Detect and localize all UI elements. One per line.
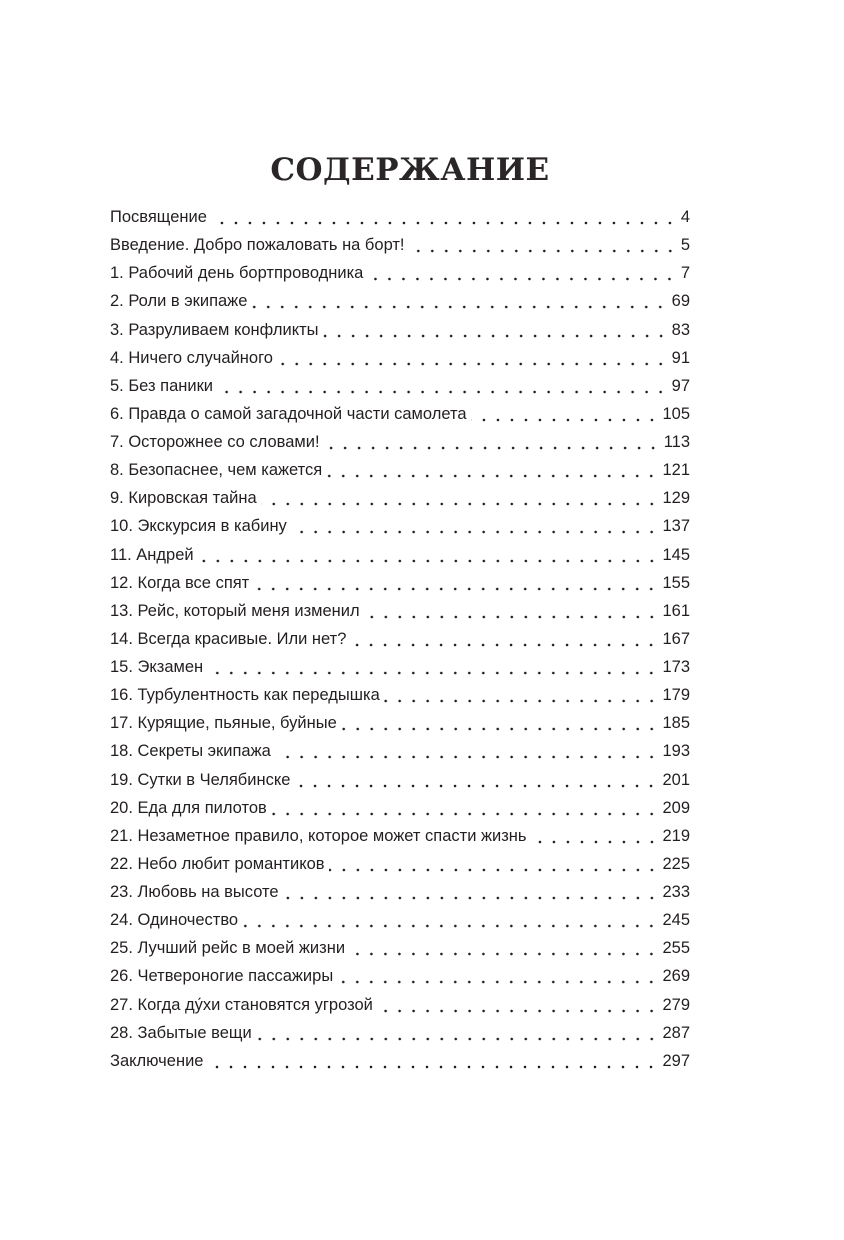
toc-entry-page: 4 bbox=[680, 208, 690, 226]
toc-entry[interactable] bbox=[110, 1047, 690, 1075]
toc-entry-page: 233 bbox=[662, 883, 690, 901]
table-of-contents bbox=[110, 203, 690, 1075]
toc-entry[interactable] bbox=[110, 231, 690, 259]
toc-entry[interactable] bbox=[110, 962, 690, 990]
toc-entry-title: 5. Без паники bbox=[110, 376, 214, 395]
toc-entry-page: 145 bbox=[662, 545, 690, 564]
toc-entry[interactable] bbox=[110, 259, 690, 287]
toc-entry-title: Посвящение bbox=[110, 208, 207, 226]
dot-leader bbox=[253, 587, 658, 591]
toc-entry-title: 22. Небо любит романтиков bbox=[110, 854, 325, 873]
toc-entry[interactable] bbox=[110, 203, 690, 231]
toc-entry-title: 28. Забытые вещи bbox=[110, 1023, 252, 1042]
toc-entry[interactable] bbox=[110, 681, 690, 709]
toc-entry-title: 20. Еда для пилотов bbox=[110, 798, 267, 817]
toc-entry-title: 6. Правда о самой загадочной части самолета bbox=[110, 404, 467, 423]
toc-entry[interactable] bbox=[110, 400, 690, 428]
toc-entry-title: 10. Экскурсия в кабину bbox=[110, 517, 287, 536]
toc-entry-page: 269 bbox=[662, 967, 690, 986]
toc-entry-title: 21. Незаметное правило, которое может спасти жизнь bbox=[110, 826, 527, 845]
toc-entry[interactable] bbox=[110, 906, 690, 934]
toc-entry[interactable] bbox=[110, 991, 690, 1019]
toc-entry[interactable] bbox=[110, 428, 690, 456]
toc-entry-title: Заключение bbox=[110, 1051, 204, 1070]
dot-leader bbox=[341, 727, 659, 731]
dot-leader bbox=[329, 868, 659, 872]
toc-entry[interactable] bbox=[110, 653, 690, 681]
toc-entry-page: 129 bbox=[662, 489, 690, 508]
toc-entry-title: 13. Рейс, который меня изменил bbox=[110, 601, 360, 620]
toc-entry-page: 161 bbox=[662, 601, 690, 620]
toc-entry-page: 155 bbox=[662, 573, 690, 592]
toc-entry[interactable] bbox=[110, 456, 690, 484]
dot-leader bbox=[256, 1037, 659, 1041]
dot-leader bbox=[242, 924, 658, 928]
dot-leader bbox=[367, 277, 676, 281]
dot-leader bbox=[350, 643, 658, 647]
toc-entry[interactable] bbox=[110, 934, 690, 962]
toc-entry-page: 7 bbox=[680, 264, 690, 283]
toc-entry-title: 26. Четвероногие пассажиры bbox=[110, 967, 334, 986]
toc-entry-title: 1. Рабочий день бортпроводника bbox=[110, 264, 364, 283]
toc-entry-page: 121 bbox=[662, 461, 690, 480]
dot-leader bbox=[409, 249, 677, 253]
toc-entry-title: 23. Любовь на высоте bbox=[110, 883, 279, 901]
toc-entry-page: 297 bbox=[662, 1051, 690, 1070]
toc-entry[interactable] bbox=[110, 512, 690, 540]
dot-leader bbox=[324, 446, 660, 450]
toc-entry-page: 5 bbox=[680, 236, 690, 255]
dot-leader bbox=[471, 418, 659, 422]
toc-entry[interactable] bbox=[110, 372, 690, 400]
dot-leader bbox=[251, 305, 667, 309]
toc-entry-title: 27. Когда ду́хи становятся угрозой bbox=[110, 995, 373, 1014]
dot-leader bbox=[275, 755, 659, 759]
dot-leader bbox=[217, 390, 668, 394]
toc-entry-page: 179 bbox=[662, 686, 690, 705]
toc-entry[interactable] bbox=[110, 287, 690, 315]
dot-leader bbox=[294, 784, 658, 788]
dot-leader bbox=[261, 502, 659, 506]
dot-leader bbox=[271, 812, 659, 816]
toc-entry-title: 12. Когда все спят bbox=[110, 573, 250, 592]
toc-entry-title: 4. Ничего случайного bbox=[110, 348, 273, 367]
toc-entry-page: 97 bbox=[671, 376, 690, 395]
dot-leader bbox=[198, 559, 659, 563]
toc-entry[interactable] bbox=[110, 822, 690, 850]
toc-entry-page: 69 bbox=[671, 292, 690, 311]
toc-entry[interactable] bbox=[110, 625, 690, 653]
dot-leader bbox=[349, 952, 658, 956]
toc-entry[interactable] bbox=[110, 1019, 690, 1047]
toc-entry-title: 9. Кировская тайна bbox=[110, 489, 257, 508]
toc-entry-title: 18. Секреты экипажа bbox=[110, 742, 271, 761]
toc-entry-title: 11. Андрей bbox=[110, 545, 194, 564]
toc-entry-page: 105 bbox=[662, 404, 690, 423]
toc-entry[interactable] bbox=[110, 316, 690, 344]
toc-entry-title: 7. Осторожнее со словами! bbox=[110, 433, 320, 451]
toc-entry[interactable] bbox=[110, 541, 690, 569]
toc-entry[interactable] bbox=[110, 484, 690, 512]
toc-entry-page: 245 bbox=[662, 911, 690, 930]
dot-leader bbox=[384, 699, 659, 703]
toc-entry-page: 83 bbox=[671, 320, 690, 339]
toc-entry-title: 2. Роли в экипаже bbox=[110, 292, 248, 311]
toc-entry-title: 25. Лучший рейс в моей жизни bbox=[110, 939, 346, 958]
toc-entry-title: Введение. Добро пожаловать на борт! bbox=[110, 236, 405, 255]
toc-entry-title: 17. Курящие, пьяные, буйные bbox=[110, 714, 337, 733]
toc-entry-title: 3. Разруливаем конфликты bbox=[110, 320, 319, 339]
dot-leader bbox=[283, 896, 659, 900]
page-title: СОДЕРЖАНИЕ bbox=[270, 152, 550, 188]
toc-entry[interactable] bbox=[110, 597, 690, 625]
toc-entry[interactable] bbox=[110, 569, 690, 597]
toc-entry-page: 173 bbox=[662, 658, 690, 676]
dot-leader bbox=[291, 530, 659, 534]
toc-entry-page: 225 bbox=[662, 854, 690, 873]
toc-entry-page: 255 bbox=[662, 939, 690, 958]
toc-entry-title: 15. Экзамен bbox=[110, 658, 204, 676]
dot-leader bbox=[337, 980, 658, 984]
toc-entry-page: 185 bbox=[662, 714, 690, 733]
dot-leader bbox=[277, 362, 668, 366]
toc-entry-title: 14. Всегда красивые. Или нет? bbox=[110, 629, 347, 648]
toc-entry-page: 219 bbox=[662, 826, 690, 845]
dot-leader bbox=[207, 1065, 658, 1069]
toc-entry-title: 8. Безопаснее, чем кажется bbox=[110, 461, 323, 480]
toc-entry[interactable] bbox=[110, 737, 690, 765]
toc-entry[interactable] bbox=[110, 709, 690, 737]
toc-entry-page: 287 bbox=[662, 1023, 690, 1042]
toc-entry-page: 167 bbox=[662, 629, 690, 648]
toc-entry-page: 201 bbox=[662, 770, 690, 789]
toc-entry-page: 137 bbox=[662, 517, 690, 536]
toc-entry[interactable] bbox=[110, 850, 690, 878]
toc-entry-title: 19. Сутки в Челябинске bbox=[110, 770, 291, 789]
toc-entry[interactable] bbox=[110, 766, 690, 794]
dot-leader bbox=[364, 615, 659, 619]
toc-entry-title: 16. Турбулентность как передышка bbox=[110, 686, 380, 705]
toc-entry-page: 91 bbox=[671, 348, 690, 367]
toc-entry-page: 279 bbox=[662, 995, 690, 1014]
toc-entry-title: 24. Одиночество bbox=[110, 911, 239, 930]
dot-leader bbox=[326, 474, 658, 478]
dot-leader bbox=[377, 1009, 659, 1013]
toc-entry-page: 209 bbox=[662, 798, 690, 817]
toc-entry[interactable] bbox=[110, 344, 690, 372]
dot-leader bbox=[323, 334, 668, 338]
dot-leader bbox=[211, 221, 677, 225]
dot-leader bbox=[207, 671, 658, 675]
dot-leader bbox=[531, 840, 659, 844]
toc-entry[interactable] bbox=[110, 878, 690, 906]
toc-entry-page: 193 bbox=[662, 742, 690, 761]
toc-entry-page: 113 bbox=[663, 433, 690, 451]
toc-entry[interactable] bbox=[110, 794, 690, 822]
